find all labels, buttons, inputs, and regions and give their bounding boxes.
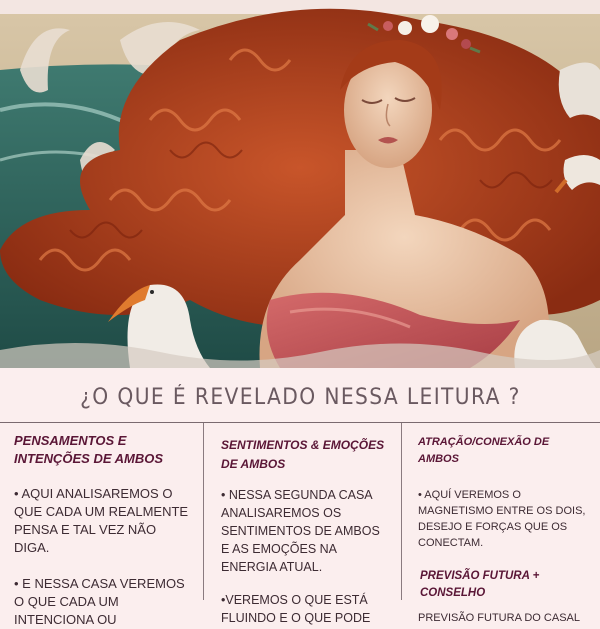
column-paragraph: •VEREMOS O QUE ESTÁ FLUINDO E O QUE PODE [221, 593, 371, 625]
column-feelings [204, 423, 401, 625]
heading-text: ¿O QUE É REVELADO NESSA LEITURA ? [79, 384, 521, 410]
column-title: ATRAÇÃO/CONEXÃO DE AMBOS [418, 436, 550, 465]
column-paragraph: • E NESSA CASA VEREMOS O QUE CADA UM INTENCIONA OU [14, 576, 185, 627]
column-title: SENTIMENTOS & EMOÇÕES DE AMBOS [221, 438, 385, 471]
column-paragraph: • AQUI ANALISAREMOS O QUE CADA UM REALMENTE PENSA E TAL VEZ NÃO DIGA. [14, 486, 189, 555]
column-paragraph: • AQUÍ VEREMOS O MAGNETISMO ENTRE OS DOIS, DESEJO E FORÇAS QUE OS CONECTAM. [418, 489, 586, 549]
column-subtitle: PREVISÃO FUTURA + CONSELHO [420, 570, 540, 599]
column-paragraph: • NESSA SEGUNDA CASA ANALISAREMOS OS SENTIMENTOS DE AMBOS E AS EMOÇÕES NA ENERGIA ATUAL. [221, 488, 380, 574]
columns-section [0, 423, 600, 627]
column-title: PENSAMENTOS E INTENÇÕES DE AMBOS [14, 433, 164, 466]
column-attraction [402, 423, 600, 624]
column-thoughts [0, 423, 203, 627]
column-paragraph: PREVISÃO FUTURA DO CASAL [418, 612, 580, 624]
section-heading [0, 372, 600, 422]
